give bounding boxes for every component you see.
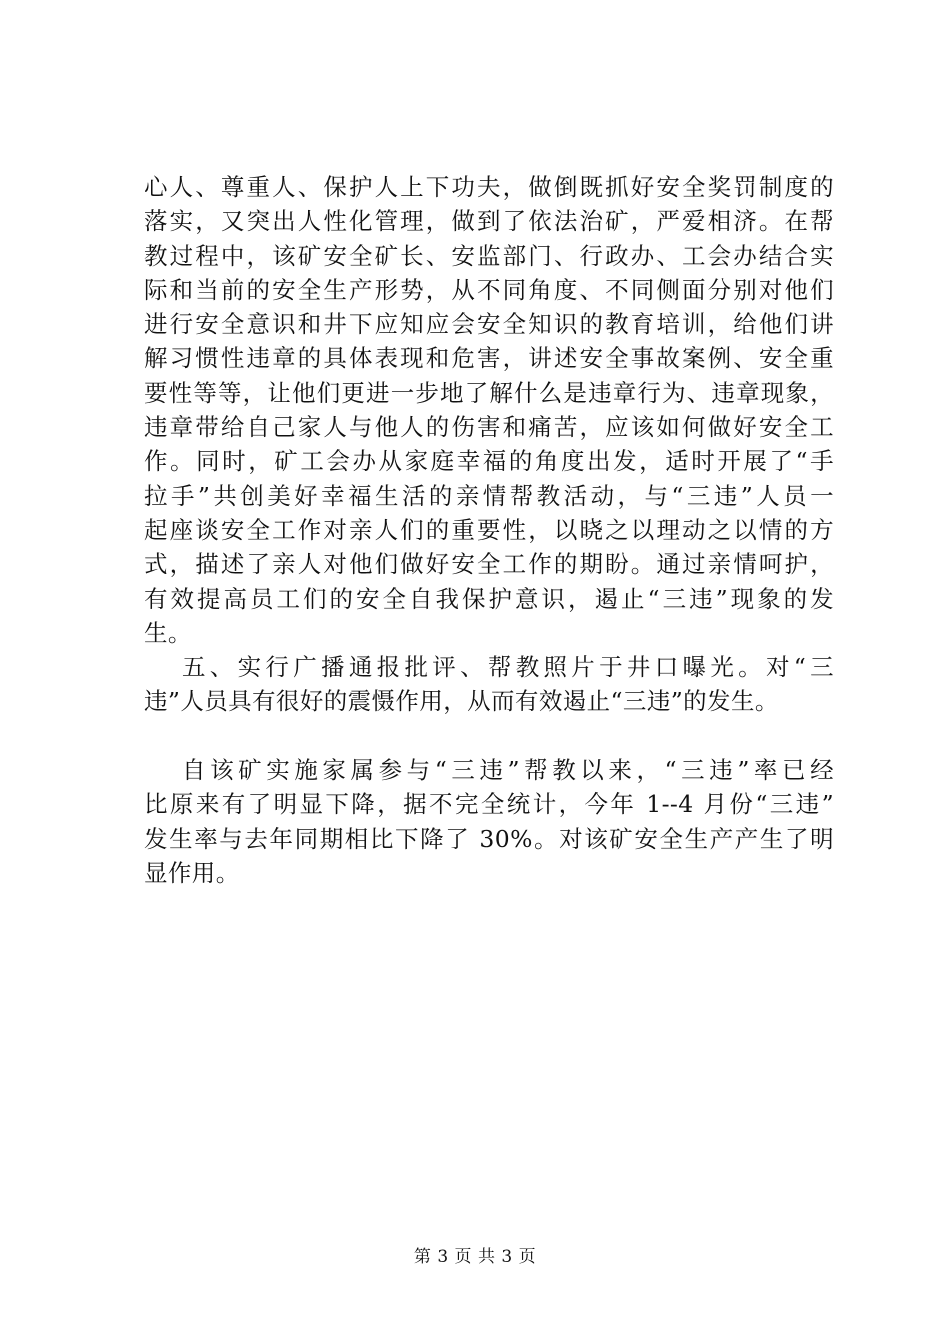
text-line: 解习惯性违章的具体表现和危害，讲述安全事故案例、安全重 — [144, 344, 834, 373]
text-line: 违”人员具有很好的震慑作用，从而有效遏止“三违”的发生。 — [144, 687, 779, 716]
text-line: 落实，又突出人性化管理，做到了依法治矿，严爱相济。在帮 — [144, 207, 834, 236]
paragraph-spacer — [144, 719, 834, 753]
text-line: 显作用。 — [144, 858, 240, 887]
text-line: 自该矿实施家属参与“三违”帮教以来，“三违”率已经 — [182, 756, 834, 785]
paragraph-3 — [144, 753, 834, 890]
text-line: 起座谈安全工作对亲人们的重要性，以晓之以理动之以情的方 — [144, 515, 834, 544]
text-line: 拉手”共创美好幸福生活的亲情帮教活动，与“三违”人员一 — [144, 481, 834, 510]
page-footer: 第 3 页 共 3 页 — [413, 1247, 537, 1267]
text-line: 发生率与去年同期相比下降了 30%。对该矿安全生产产生了明 — [144, 824, 834, 853]
text-line: 比原来有了明显下降，据不完全统计，今年 1--4 月份“三违” — [144, 790, 834, 819]
text-line: 违章带给自己家人与他人的伤害和痛苦，应该如何做好安全工 — [144, 413, 834, 442]
text-line: 心人、尊重人、保护人上下功夫，做倒既抓好安全奖罚制度的 — [144, 173, 834, 201]
text-line: 五、实行广播通报批评、帮教照片于井口曝光。对“三 — [182, 653, 834, 682]
text-line: 际和当前的安全生产形势，从不同角度、不同侧面分别对他们 — [144, 275, 834, 304]
text-line: 有效提高员工们的安全自我保护意识，遏止“三违”现象的发 — [144, 584, 834, 613]
document-body — [144, 170, 834, 890]
text-line: 教过程中，该矿安全矿长、安监部门、行政办、工会办结合实 — [144, 241, 834, 270]
text-line: 生。 — [144, 618, 192, 647]
text-line: 式，描述了亲人对他们做好安全工作的期盼。通过亲情呵护， — [144, 550, 834, 579]
paragraph-1 — [144, 170, 834, 650]
paragraph-2 — [144, 650, 834, 719]
text-line: 要性等等，让他们更进一步地了解什么是违章行为、违章现象， — [144, 378, 834, 407]
text-line: 作。同时，矿工会办从家庭幸福的角度出发，适时开展了“手 — [144, 447, 834, 476]
text-line: 进行安全意识和井下应知应会安全知识的教育培训，给他们讲 — [144, 310, 834, 339]
